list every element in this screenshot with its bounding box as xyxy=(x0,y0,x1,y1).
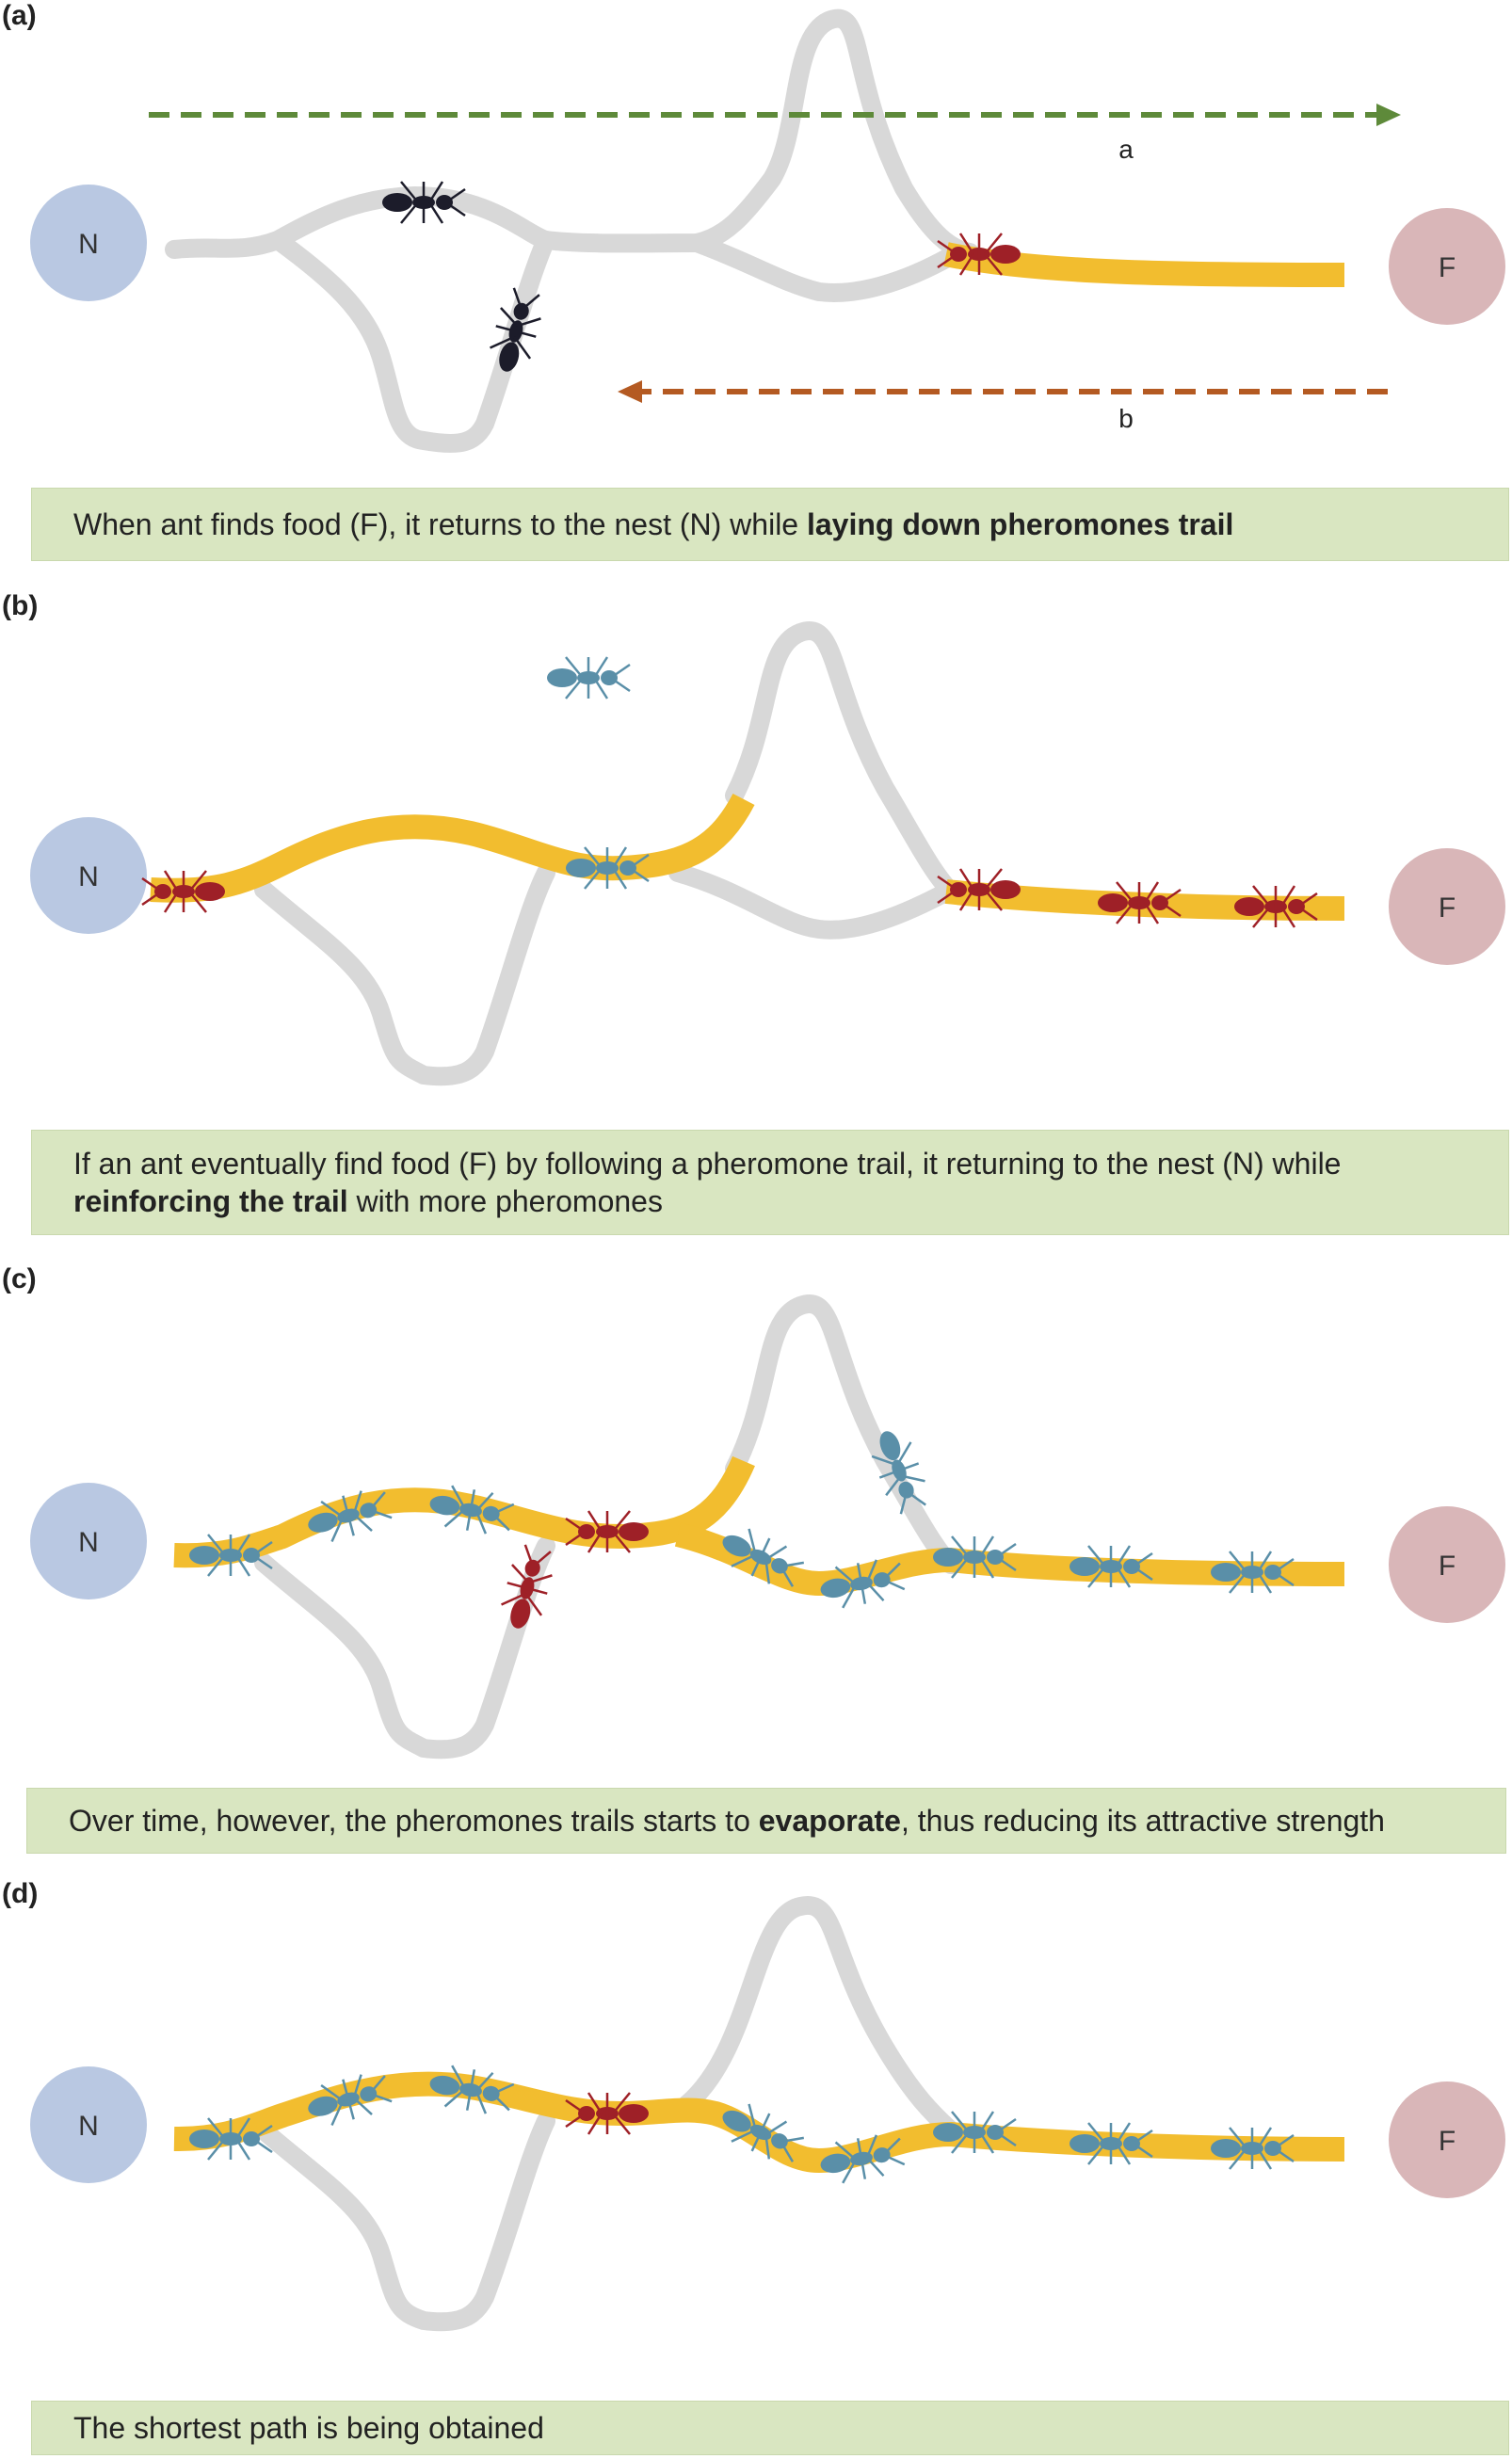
panel-b-letter: (b) xyxy=(2,590,39,621)
nest-label: N xyxy=(78,229,99,260)
panel-c xyxy=(0,1263,1512,1856)
panel-d-letter: (d) xyxy=(2,1878,39,1909)
pheromone-trail xyxy=(151,799,744,891)
caption-text: If an ant eventually find food (F) by following a pheromone trail, it returning to the nest (N) while reinforcing the trail with more pheromones xyxy=(73,1147,1342,1218)
nest-label: N xyxy=(78,861,99,892)
arrow-b-label: b xyxy=(1118,404,1134,433)
ant-icon xyxy=(1070,2123,1152,2164)
food-label: F xyxy=(1438,2126,1456,2157)
path-network xyxy=(174,19,970,443)
food-label: F xyxy=(1438,1551,1456,1582)
ant-icon xyxy=(1211,1551,1294,1593)
panel-a-letter: (a) xyxy=(2,0,37,31)
panel-d-caption xyxy=(31,2401,1509,2455)
panel-b-caption xyxy=(31,1130,1509,1235)
nest-label: N xyxy=(78,1527,99,1558)
food-label: F xyxy=(1438,252,1456,283)
panel-a-caption xyxy=(31,488,1509,561)
caption-text: The shortest path is being obtained xyxy=(73,2411,544,2445)
ant-icon xyxy=(426,2063,515,2118)
panel-a-diagram xyxy=(0,0,1512,565)
arrow-a xyxy=(149,104,1401,126)
panel-b xyxy=(0,590,1512,1240)
panel-a xyxy=(0,0,1512,565)
panel-d-diagram xyxy=(0,1878,1512,2459)
caption-text: When ant finds food (F), it returns to the nest (N) while laying down pheromones trail xyxy=(73,507,1234,541)
arrow-b xyxy=(618,380,1388,403)
ant-icon xyxy=(1234,886,1317,927)
panel-c-diagram xyxy=(0,1263,1512,1856)
ant-icon xyxy=(1211,2128,1294,2169)
panel-c-letter: (c) xyxy=(2,1263,37,1294)
panel-d xyxy=(0,1878,1512,2459)
caption-text: Over time, however, the pheromones trails starts to evaporate, thus reducing its attractive strength xyxy=(69,1804,1385,1838)
ant-icon xyxy=(547,657,630,699)
food-label: F xyxy=(1438,892,1456,924)
arrow-a-label: a xyxy=(1118,135,1134,164)
panel-c-caption xyxy=(26,1788,1506,1854)
nest-label: N xyxy=(78,2111,99,2142)
